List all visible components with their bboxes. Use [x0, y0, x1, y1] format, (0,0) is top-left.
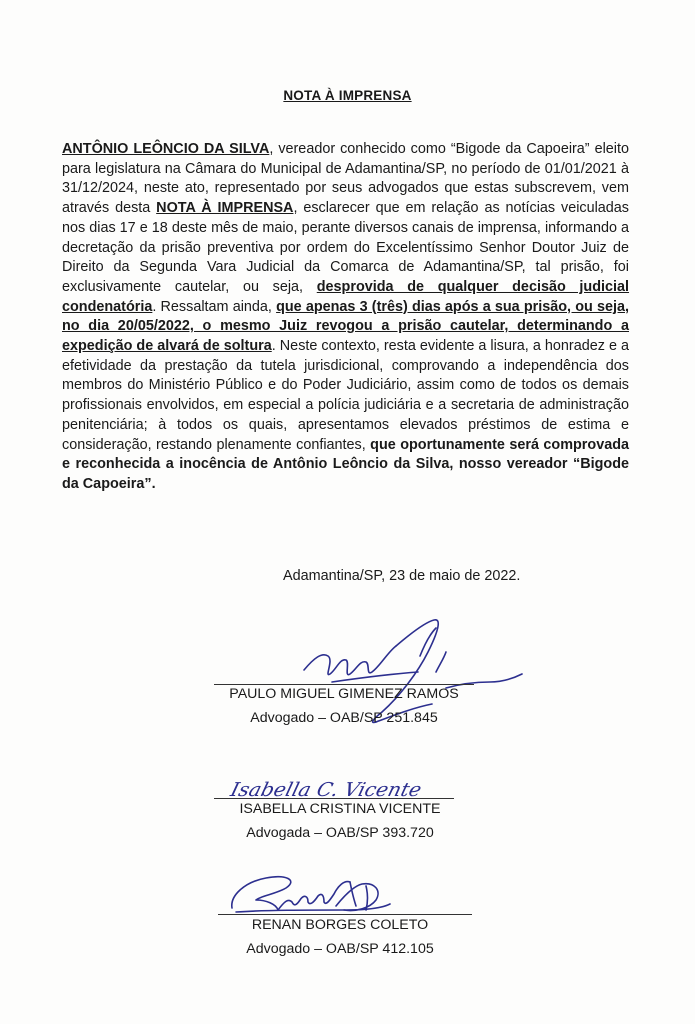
nota-imprensa-inline: NOTA À IMPRENSA [156, 200, 294, 217]
signatory-role-2: Advogada – OAB/SP 393.720 [246, 825, 434, 841]
signatory-block-2 [190, 797, 490, 845]
signatory-name-2: ISABELLA CRISTINA VICENTE [239, 801, 441, 817]
release-statement: que apenas 3 (três) dias após a sua prisão, ou seja, no dia 20/05/2022, o mesmo Juiz revogou a prisão cautelar, determinando a expedição de alvará de soltura [62, 298, 629, 355]
signatory-name-1: PAULO MIGUEL GIMENEZ RAMOS [229, 686, 459, 702]
signatory-role-3: Advogado – OAB/SP 412.105 [246, 941, 434, 957]
no-conviction-statement: desprovida de qualquer decisão judicial condenatória [62, 278, 630, 315]
signatory-block-3 [190, 913, 490, 961]
signatory-role-1: Advogado – OAB/SP 251.845 [250, 710, 438, 726]
councilor-name: ANTÔNIO LEÔNCIO DA SILVA [62, 141, 270, 157]
body-part-4: . Neste contexto, resta evidente a lisura, a honradez e a efetividade da prestação da tutela jurisdicional, comprovando a independência dos membros do Ministério Público e do Poder Judiciário, assim como de todos os demais profissionais envolvidos, em especial a polícia judiciária e a secretaria de administração penitenciária; à todos os quais, apresentamos elevados préstimos de estima e consideração, restando plenamente confiantes, [62, 338, 629, 453]
body-part-2: , esclarecer que em relação as notícias veiculadas nos dias 17 e 18 deste mês de maio, perante diversos canais de imprensa, informando a decretação da prisão preventiva por ordem do Excelentíssimo Senhor Doutor Juiz de Direito da Segunda Vara Judicial da Comarca de Adamantina/SP, tal prisão, foi exclusivamente cautelar, ou seja, [62, 200, 629, 295]
press-note-body [62, 140, 629, 495]
body-part-1: , vereador conhecido como “Bigode da Capoeira” eleito para legislatura na Câmara do Municipal de Adamantina/SP, no período de 01/01/2021 à 31/12/2024, neste ato, representado por seus advogados que estas subscrevem, vem através desta [62, 141, 629, 217]
signatory-name-3: RENAN BORGES COLETO [251, 917, 429, 933]
signatory-block-1 [184, 682, 504, 730]
closing-statement: que oportunamente será comprovada e reconhecida a inocência de Antônio Leôncio da Silva, nosso vereador “Bigode da Capoeira”. [62, 436, 629, 492]
document-title: NOTA À IMPRENSA [283, 88, 412, 103]
body-part-3: . Ressaltam ainda, [152, 298, 277, 315]
svg-text:Isabella C. Vicente: Isabella C. Vicente [228, 778, 414, 801]
place-and-date: Adamantina/SP, 23 de maio de 2022. [283, 568, 521, 584]
